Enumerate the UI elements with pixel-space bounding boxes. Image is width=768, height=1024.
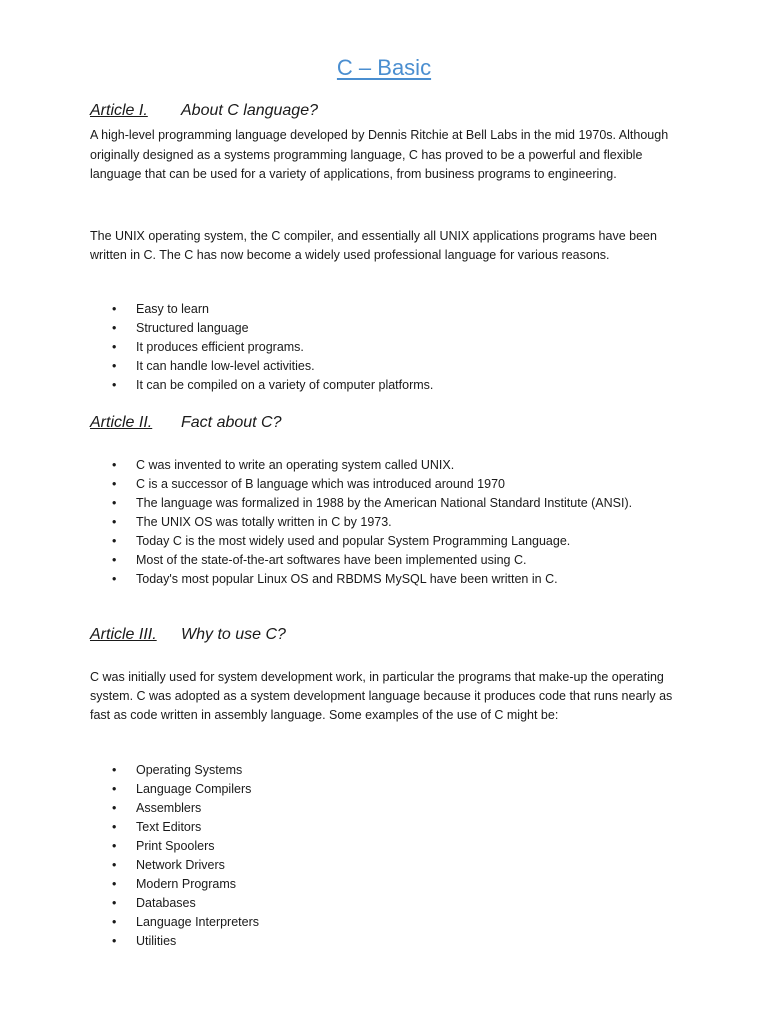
list-item: • C is a successor of B language which was introduced around 1970 — [90, 475, 650, 494]
bullet-icon: • — [112, 302, 117, 316]
list-item: • Print Spoolers — [90, 837, 650, 856]
list-item: • Network Drivers — [90, 856, 650, 875]
list-item: • The UNIX OS was totally written in C by 1973. — [90, 513, 650, 532]
bullet-icon: • — [112, 858, 117, 872]
article-1-paragraph-2: The UNIX operating system, the C compiler, and essentially all UNIX applications programs have been written in C. The C has now become a widely used professional language for various reasons. — [90, 229, 657, 262]
bullet-icon: • — [112, 572, 117, 586]
bullet-icon: • — [112, 321, 117, 335]
list-item: • Modern Programs — [90, 875, 650, 894]
list-item: • It can handle low-level activities. — [90, 357, 650, 376]
bullet-icon: • — [112, 553, 117, 567]
article-2-heading — [90, 414, 282, 432]
list-item: • The language was formalized in 1988 by the American National Standard Institute (ANSI). — [90, 494, 650, 513]
bullet-icon: • — [112, 820, 117, 834]
list-item: • Text Editors — [90, 818, 650, 837]
bullet-icon: • — [112, 915, 117, 929]
list-item: • It produces efficient programs. — [90, 338, 650, 357]
list-item: • Most of the state-of-the-art softwares have been implemented using C. — [90, 551, 650, 570]
bullet-icon: • — [112, 782, 117, 796]
article-2-title: Fact about C? — [181, 414, 282, 431]
list-item: • Structured language — [90, 319, 650, 338]
list-item: • Assemblers — [90, 799, 650, 818]
article-1-bullet-list — [90, 300, 650, 395]
article-3-bullet-list — [90, 761, 650, 951]
bullet-icon: • — [112, 378, 117, 392]
list-item: • Language Compilers — [90, 780, 650, 799]
article-1-title: About C language? — [181, 102, 318, 119]
list-item: • It can be compiled on a variety of computer platforms. — [90, 376, 650, 395]
bullet-icon: • — [112, 896, 117, 910]
article-3-title: Why to use C? — [181, 626, 286, 643]
article-2-number: Article II. — [90, 414, 153, 431]
list-item: • C was invented to write an operating system called UNIX. — [90, 456, 650, 475]
bullet-icon: • — [112, 534, 117, 548]
bullet-icon: • — [112, 359, 117, 373]
article-2-bullet-list — [90, 456, 650, 589]
bullet-icon: • — [112, 801, 117, 815]
list-item: • Today C is the most widely used and popular System Programming Language. — [90, 532, 650, 551]
document-title: C – Basic — [336, 55, 432, 80]
article-3-number: Article III. — [90, 626, 157, 643]
bullet-icon: • — [112, 839, 117, 853]
list-item: • Language Interpreters — [90, 913, 650, 932]
bullet-icon: • — [112, 458, 117, 472]
bullet-icon: • — [112, 934, 117, 948]
bullet-icon: • — [112, 340, 117, 354]
list-item: • Databases — [90, 894, 650, 913]
list-item: • Easy to learn — [90, 300, 650, 319]
bullet-icon: • — [112, 477, 117, 491]
list-item: • Utilities — [90, 932, 650, 951]
article-3-paragraph-1: C was initially used for system development work, in particular the programs that make-up the operating system. C was adopted as a system development language because it produces code that runs nearly as fast as code written in assembly language. Some examples of the use of C might be: — [90, 670, 673, 722]
bullet-icon: • — [112, 496, 117, 510]
article-1-paragraph-1: A high-level programming language developed by Dennis Ritchie at Bell Labs in the mid 1970s. Although originally designed as a systems programming language, C has proved to be a powerful and flexible language that can be used for a variety of applications, from business programs to engineering. — [90, 128, 669, 181]
list-item: • Today's most popular Linux OS and RBDMS MySQL have been written in C. — [90, 570, 650, 589]
list-item: • Operating Systems — [90, 761, 650, 780]
bullet-icon: • — [112, 515, 117, 529]
bullet-icon: • — [112, 877, 117, 891]
article-1-heading — [90, 102, 318, 120]
article-1-number: Article I. — [90, 102, 148, 119]
article-3-heading — [90, 626, 286, 644]
bullet-icon: • — [112, 763, 117, 777]
